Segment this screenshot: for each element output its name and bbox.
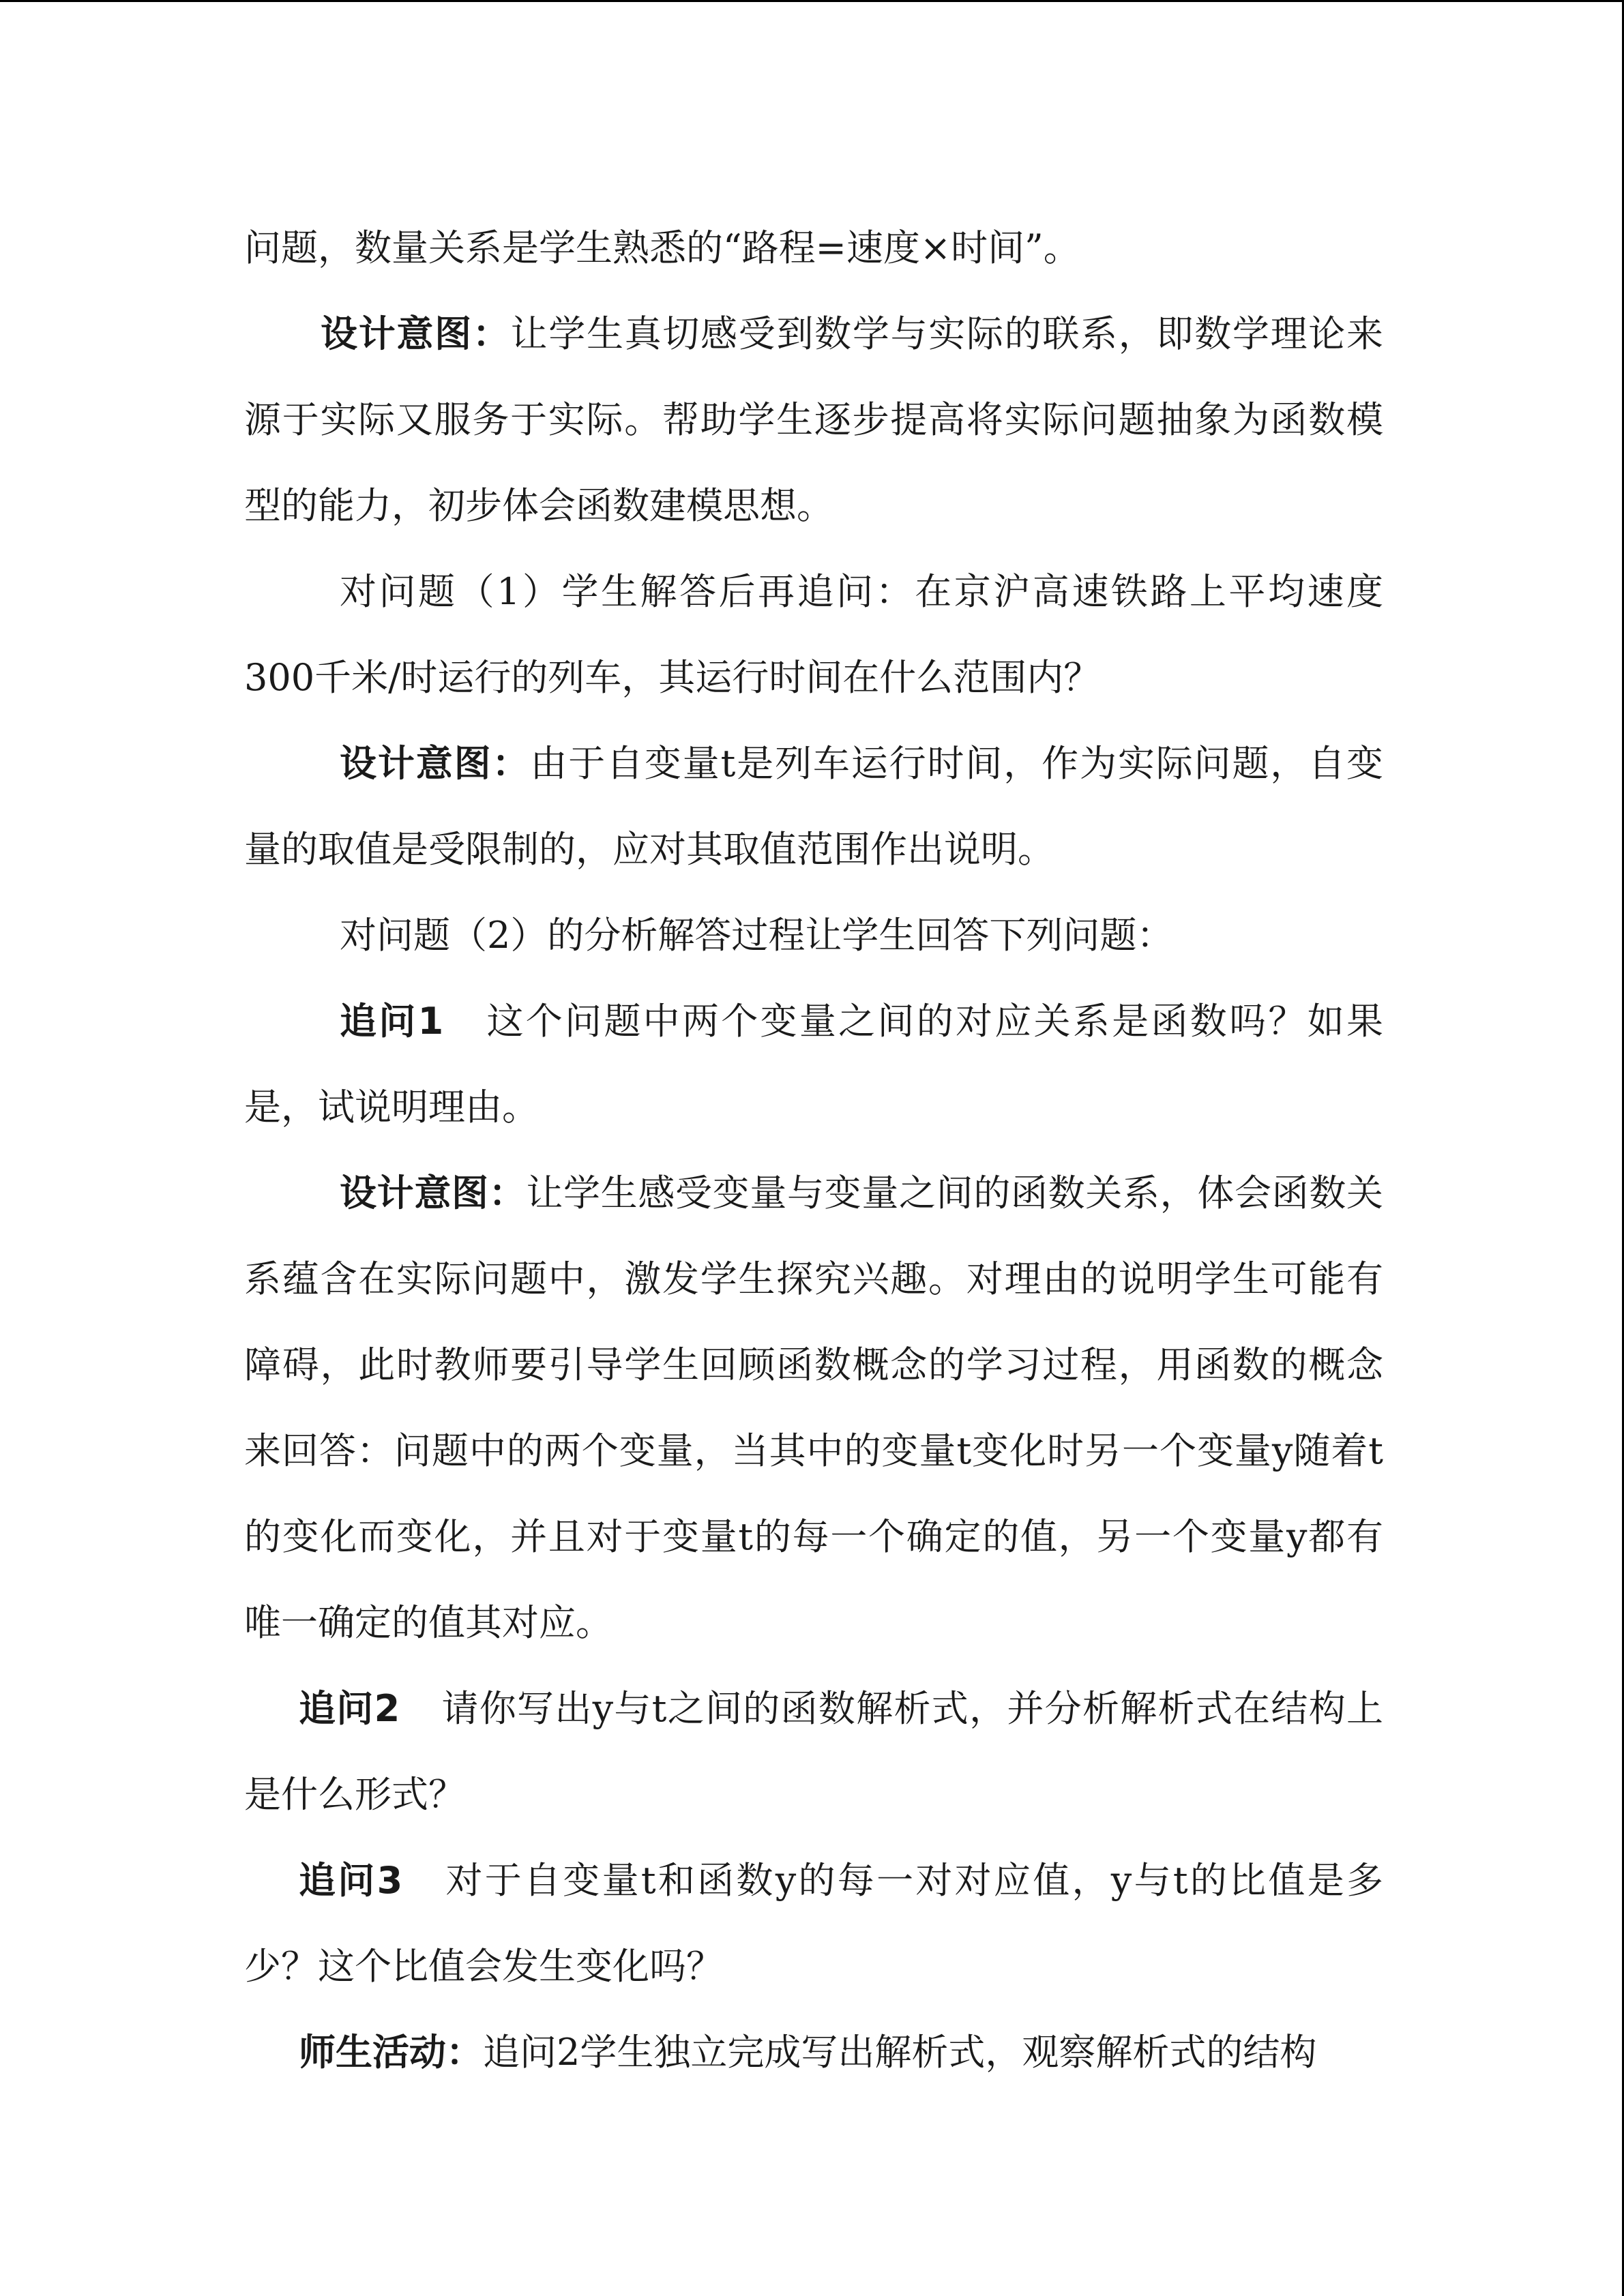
paragraph-6-text: 这个问题中两个变量之间的对应关系是函数吗？如果是，试说明理由。 (244, 1000, 1383, 1129)
paragraph-5 (244, 893, 1383, 979)
paragraph-1 (244, 205, 1383, 291)
paragraph-6 (244, 979, 1383, 1150)
paragraph-4 (244, 721, 1383, 893)
document-body (244, 205, 1383, 2096)
paragraph-8-text: 请你写出y与t之间的函数解析式，并分析解析式在结构上是什么形式？ (244, 1687, 1383, 1816)
paragraph-7 (244, 1150, 1383, 1666)
follow-up-label: 追问2 (299, 1687, 400, 1730)
follow-up-label: 追问1 (340, 1000, 444, 1043)
paragraph-3 (244, 549, 1383, 721)
paragraph-2-text: 让学生真切感受到数学与实际的联系，即数学理论来源于实际又服务于实际。帮助学生逐步提高将实际问题抽象为函数模型的能力，初步体会函数建模思想。 (244, 312, 1384, 527)
follow-up-label: 追问3 (299, 1859, 403, 1902)
paragraph-9 (244, 1838, 1383, 2010)
paragraph-4-text: 由于自变量t是列车运行时间，作为实际问题，自变量的取值是受限制的，应对其取值范围作出说明。 (244, 742, 1384, 871)
design-intent-label: 设计意图： (321, 312, 511, 355)
paragraph-2 (244, 291, 1383, 549)
paragraph-5-text: 对问题（2）的分析解答过程让学生回答下列问题： (340, 914, 1174, 957)
design-intent-label: 设计意图： (340, 742, 531, 785)
paragraph-7-text: 让学生感受变量与变量之间的函数关系，体会函数关系蕴含在实际问题中，激发学生探究兴趣。对理由的说明学生可能有障碍，此时教师要引导学生回顾函数概念的学习过程，用函数的概念来回答：问题中的两个变量，当其中的变量t变化时另一个变量y随着t的变化而变化，并且对于变量t的每一个确定的值，另一个变量y都有唯一确定的值其对应。 (244, 1172, 1384, 1644)
teacher-student-activity-label: 师生活动： (299, 2031, 483, 2074)
design-intent-label: 设计意图： (340, 1172, 527, 1214)
paragraph-10-text: 追问2学生独立完成写出解析式，观察解析式的结构 (483, 2031, 1317, 2074)
paragraph-3-text: 对问题（1）学生解答后再追问：在京沪高速铁路上平均速度300千米/时运行的列车，其运行时间在什么范围内？ (244, 570, 1383, 699)
paragraph-8 (244, 1666, 1383, 1838)
paragraph-9-text: 对于自变量t和函数y的每一对对应值，y与t的比值是多少？这个比值会发生变化吗？ (244, 1859, 1383, 1988)
paragraph-10 (244, 2010, 1383, 2096)
paragraph-1-text: 问题，数量关系是学生熟悉的“路程=速度×时间”。 (244, 226, 1080, 269)
